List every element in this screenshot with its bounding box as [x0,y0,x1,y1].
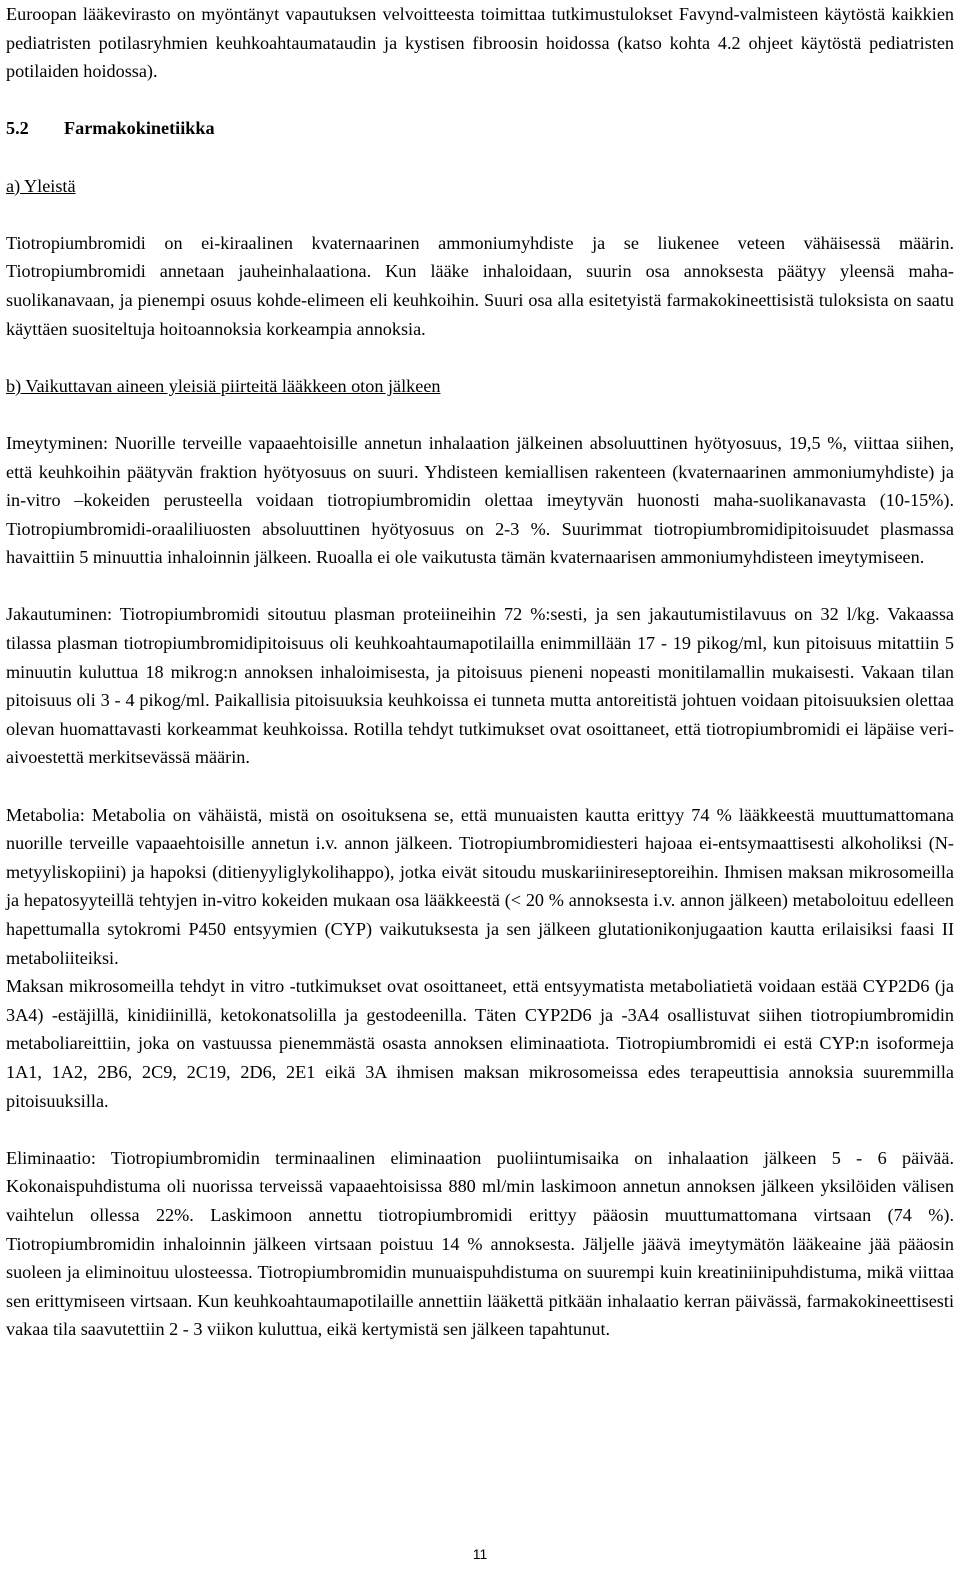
absorption-label: Imeytyminen: [6,432,109,453]
general-paragraph: Tiotropiumbromidi on ei-kiraalinen kvaternaarinen ammoniumyhdiste ja se liukenee veteen vähäisessä määrin. Tiotropiumbromidi annetaan jauheinhalaationa. Kun lääke inhaloidaan, suurin osa annoksesta päätyy yleensä maha-suolikanavaan, ja pienempi osuus kohde-elimeen eli keuhkoihin. Suuri osa alla esitetyistä farmakokineettisistä tuloksista on saatu käyttäen suositeltuja hoitoannoksia korkeampia annoksia. [6,232,954,339]
intro-paragraph: Euroopan lääkevirasto on myöntänyt vapautuksen velvoitteesta toimittaa tutkimustulokset Favynd-valmisteen käytöstä kaikkien pediatristen potilasryhmien keuhkoahtaumataudin ja kystisen fibroosin hoidossa (katso kohta 4.2 ohjeet käytöstä pediatristen potilaiden hoidossa). [6,4,954,82]
subsection-a-heading: a) Yleistä [6,175,76,196]
metabolism-paragraph [6,801,954,973]
distribution-text: Tiotropiumbromidi sitoutuu plasman proteiineihin 72 %:sesti, ja sen jakautumistilavuus on 32 l/kg. Vakaassa tilassa plasman tiotropiumbromidipitoisuus oli keuhkoahtaumapotilailla enimmillään 17 - 19 pikog/ml, kun pitoisuus mitattiin 5 minuutin kuluttua 18 mikrog:n annoksen inhaloimisesta, ja pitoisuus pieneni nopeasti monitilamallin mukaisesti. Vakaan tilan pitoisuus oli 3 - 4 pikog/ml. Paikallisia pitoisuuksia keuhkoissa ei tunneta mutta antoreitistä johtuen voidaan pitoisuuksien olettaa olevan huomattavasti korkeammat keuhkoissa. Rotilla tehdyt tutkimukset ovat osoittaneet, että tiotropiumbromidi ei läpäise veri-aivoestettä merkitsevässä määrin. [6,604,954,768]
distribution-label: Jakautuminen: [6,604,113,625]
elimination-label: Eliminaatio: [6,1147,96,1168]
metabolism-text: Metabolia on vähäistä, mistä on osoituksena se, että munuaisten kautta erittyy 74 % lääkkeestä muuttumattomana nuorille terveille vapaaehtoisille annetun i.v. annon jälkeen. Tiotropiumbromidiesteri hajoaa ei-entsymaattisesti alkoholiksi (N-metyyliskopiini) ja hapoksi (ditienyyliglykolihappo), jotka eivät sitoudu muskariinireseptoreihin. Ihmisen maksan mikrosomeilla ja hepatosyyteillä tehtyjen in-vitro kokeiden mukaan osa lääkkeestä (< 20 % annoksesta i.v. annon jälkeen) metaboloituu edelleen hapettumalla sytokromi P450 entsyymien (CYP) vaikutuksesta ja sen jälkeen glutationikonjugaation kautta erilaisiksi faasi II metaboliiteiksi. [6,804,954,968]
metabolism-label: Metabolia: [6,804,85,825]
absorption-text: Nuorille terveille vapaaehtoisille annetun inhalaation jälkeinen absoluuttinen hyötyosuus, 19,5 %, viittaa siihen, että keuhkoihin päätyvän fraktion hyötyosuus on suuri. Yhdisteen kemiallisen rakenteen (kvaternaarinen ammoniumyhdiste) ja in-vitro –kokeiden perusteella voidaan tiotropiumbromidin olettaa imeytyvän huonosti maha-suolikanavasta (10-15%). Tiotropiumbromidi-oraaliliuosten absoluuttinen hyötyosuus on 2-3 %. Suurimmat tiotropiumbromidipitoisuudet plasmassa havaittiin 5 minuuttia inhaloinnin jälkeen. Ruoalla ei ole vaikutusta tämän kvaternaarisen ammoniumyhdisteen imeytymiseen. [6,432,954,568]
section-number: 5.2 [6,118,29,139]
section-heading [6,114,954,143]
subsection-b-heading: b) Vaikuttavan aineen yleisiä piirteitä lääkkeen oton jälkeen [6,375,441,396]
elimination-text: Tiotropiumbromidin terminaalinen eliminaation puoliintumisaika on inhalaation jälkeen 5 - 6 päivää. Kokonaispuhdistuma oli nuorissa terveissä vapaaehtoisissa 880 ml/min laskimoon annetun annoksen jälkeen yksilöiden välisen vaihtelun ollessa 22%. Laskimoon annettu tiotropiumbromidi erittyy pääosin muuttumattomana virtsaan (74 %). Tiotropiumbromidin inhaloinnin jälkeen virtsaan poistuu 14 % annoksesta. Jäljelle jäävä imeytymätön lääkeaine jää pääosin suoleen ja eliminoituu ulosteessa. Tiotropiumbromidin munuaispuhdistuma on suurempi kuin kreatiniinipuhdistuma, mikä viittaa sen erittymiseen virtsaan. Kun keuhkoahtaumapotilaille annettiin lääkettä pitkään inhalaatio kerran päivässä, farmakokineettisesti vakaa tila saavutettiin 2 - 3 viikon kuluttua, eikä kertymistä sen jälkeen tapahtunut. [6,1147,954,1340]
distribution-paragraph [6,600,954,772]
section-title: Farmakokinetiikka [64,118,215,139]
absorption-paragraph [6,429,954,572]
metabolism-paragraph-2: Maksan mikrosomeilla tehdyt in vitro -tutkimukset ovat osoittaneet, että entsyymatista metaboliatietä voidaan estää CYP2D6 (ja 3A4) -estäjillä, kinidiinillä, ketokonatsolilla ja gestodeenilla. Täten CYP2D6 ja -3A4 osallistuvat siihen tiotropiumbromidin metaboliareittiin, joka on vastuussa pienemmästä osasta annoksen eliminaatiota. Tiotropiumbromidi ei estä CYP:n isoformeja 1A1, 1A2, 2B6, 2C9, 2C19, 2D6, 2E1 eikä 3A ihmisen maksan mikrosomeissa edes terapeuttisia annoksia suuremmilla pitoisuuksilla. [6,976,954,1111]
page-number: 11 [472,1546,488,1562]
elimination-paragraph [6,1144,954,1344]
